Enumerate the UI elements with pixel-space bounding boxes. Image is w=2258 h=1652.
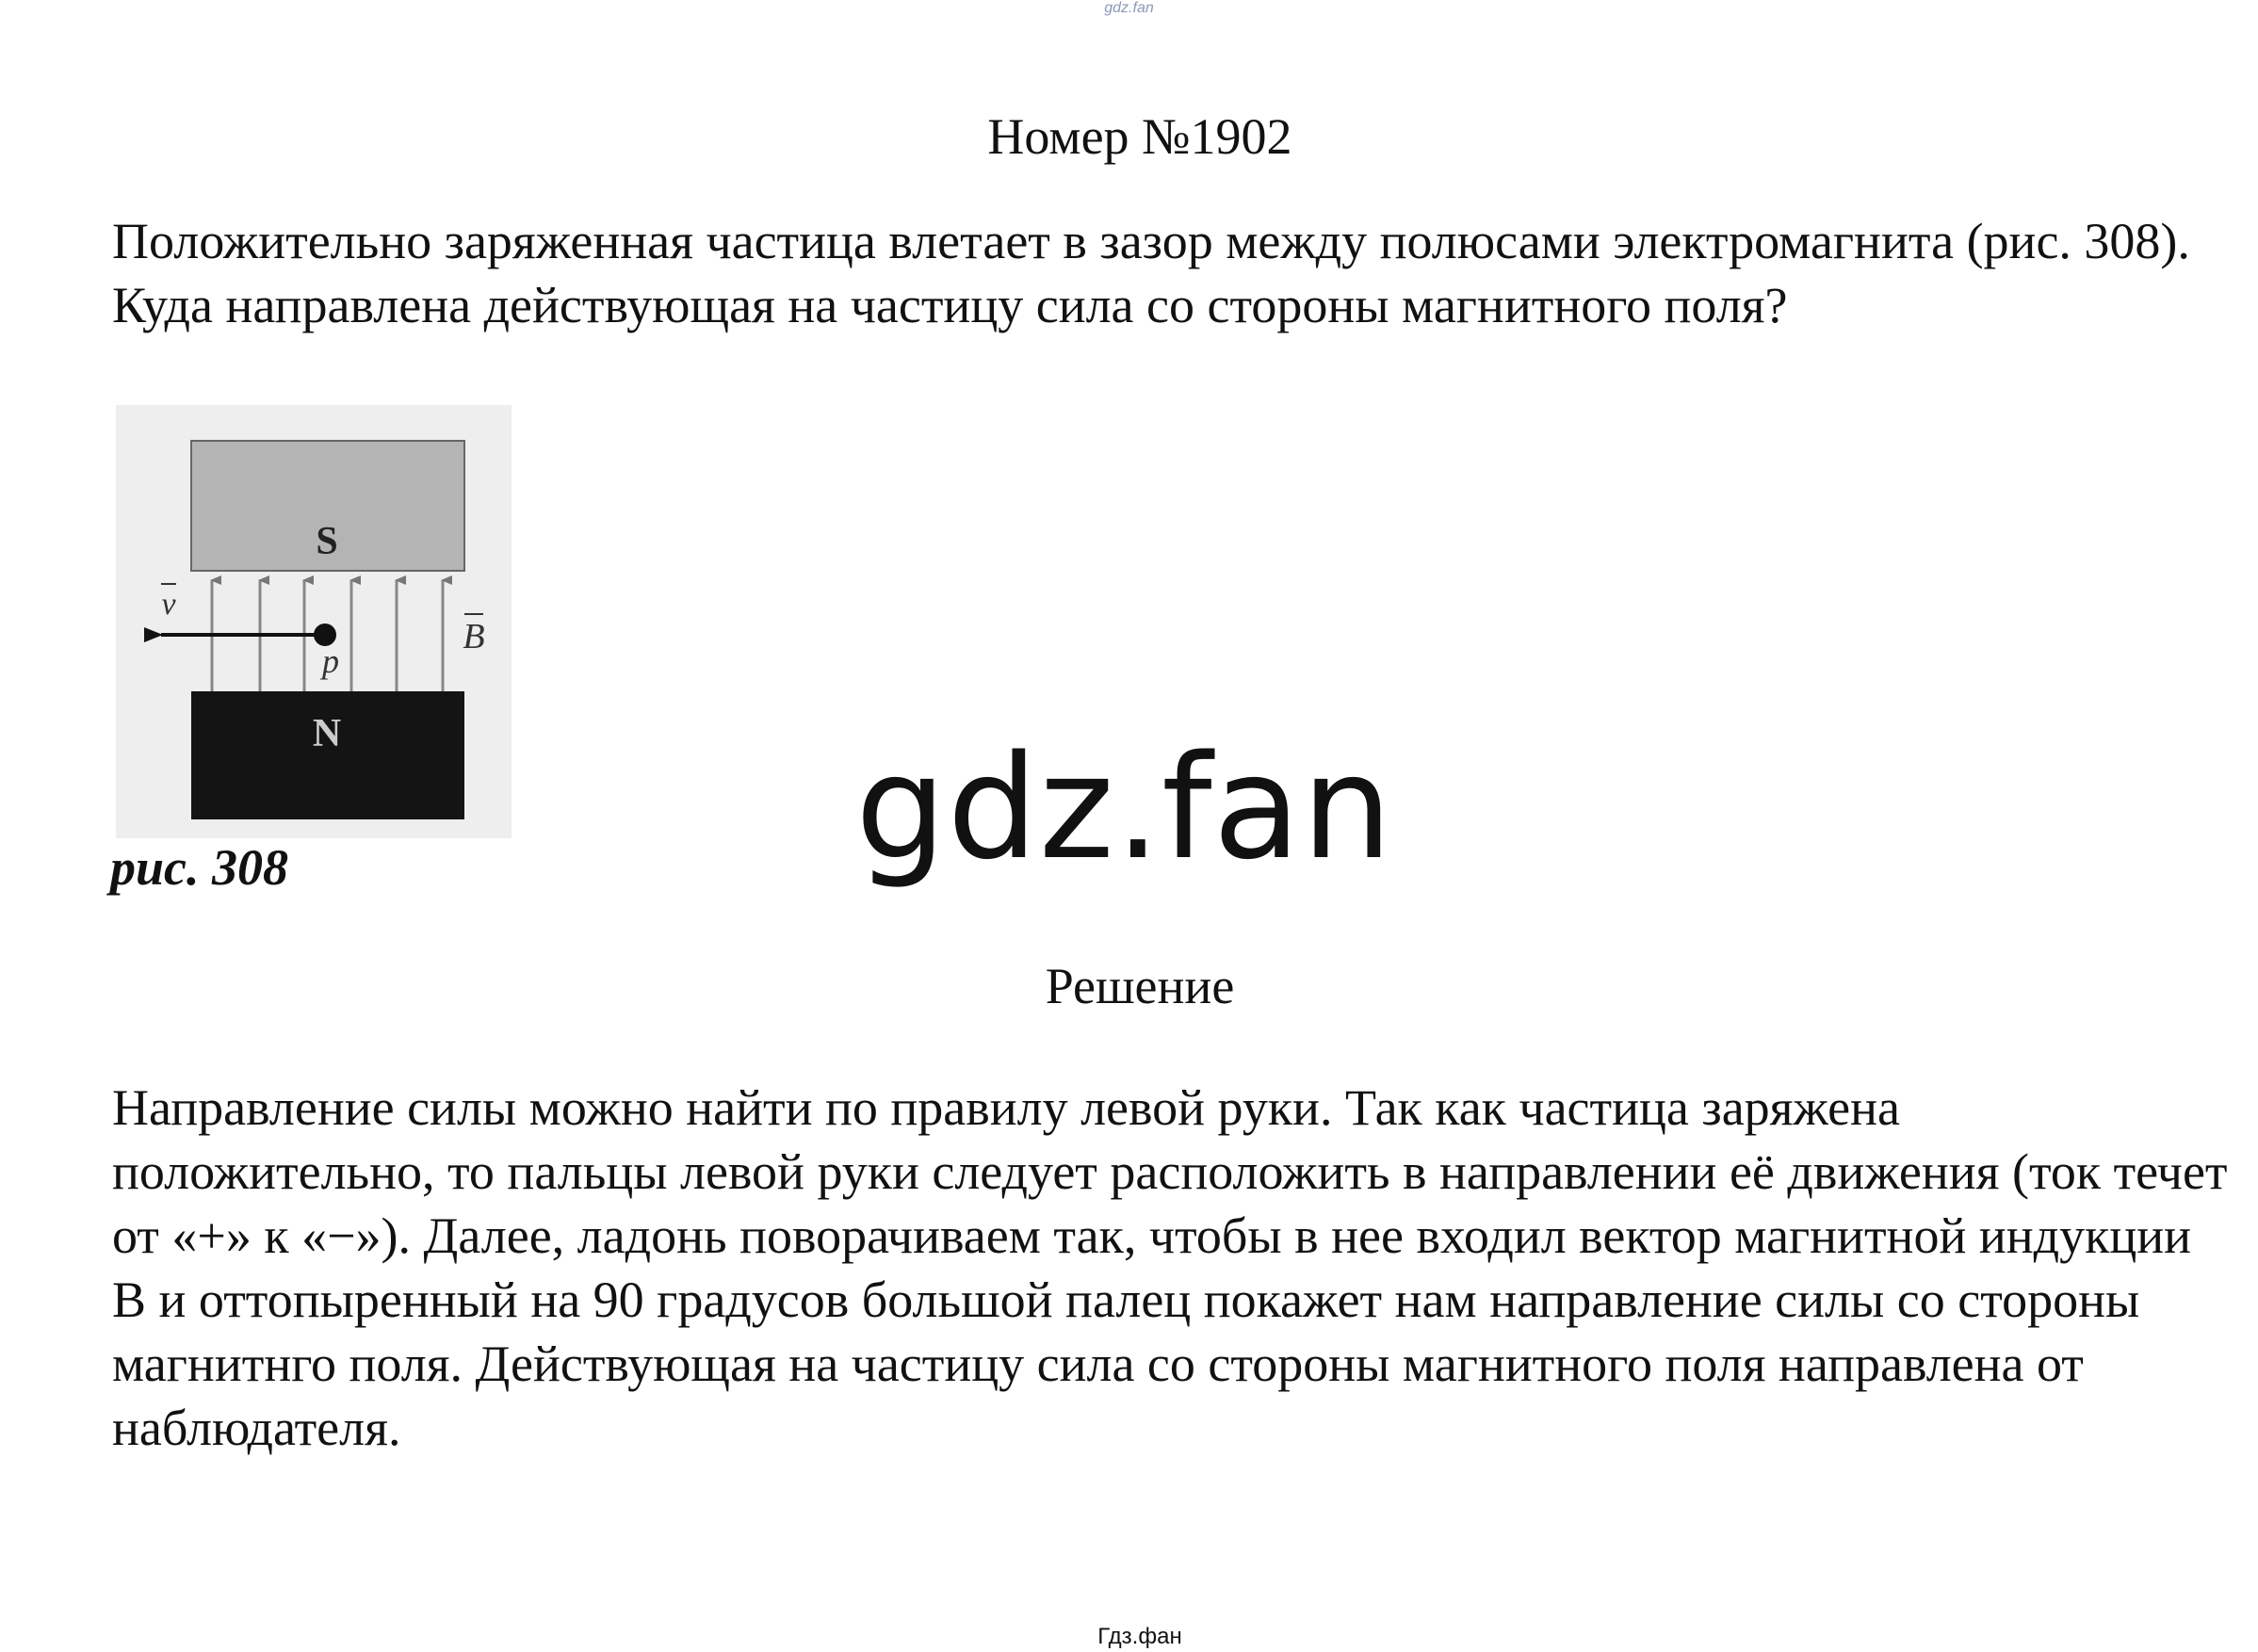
solution-text: Направление силы можно найти по правилу левой руки. Так как частица заряжена положительно, то пальцы левой руки следует расположить в направлении её движения (ток течет от «+» к «−»). Далее, ладонь поворачиваем так, чтобы в нее входил вектор магнитной индукции B и оттопыренный на 90 градусов большой палец покажет нам направление силы со стороны магнитнго поля. Действующая на частицу сила со стороны магнитного поля направлена от наблюдателя.	[112, 1079, 2228, 1456]
watermark: gdz.fan	[855, 724, 1394, 891]
n-pole	[191, 691, 464, 819]
velocity-label: v	[161, 587, 176, 622]
footer-text: Гдз.фан	[1097, 1624, 1182, 1649]
figure-caption: рис. 308	[110, 839, 288, 896]
n-pole-label: N	[312, 712, 342, 755]
solution-heading: Решение	[1045, 958, 1235, 1014]
problem-text: Положительно заряженная частица влетает в зазор между полюсами электромагнита (рис. 308). Куда направлена действующая на частицу сила со стороны магнитного поля?	[112, 213, 2190, 333]
page-title: Номер №1902	[987, 108, 1292, 165]
s-pole-label: S	[316, 520, 338, 563]
site-mark: gdz.fan	[1104, 0, 1154, 16]
field-label: B	[463, 617, 485, 656]
particle-label: p	[322, 642, 339, 680]
figure-308	[116, 405, 512, 838]
